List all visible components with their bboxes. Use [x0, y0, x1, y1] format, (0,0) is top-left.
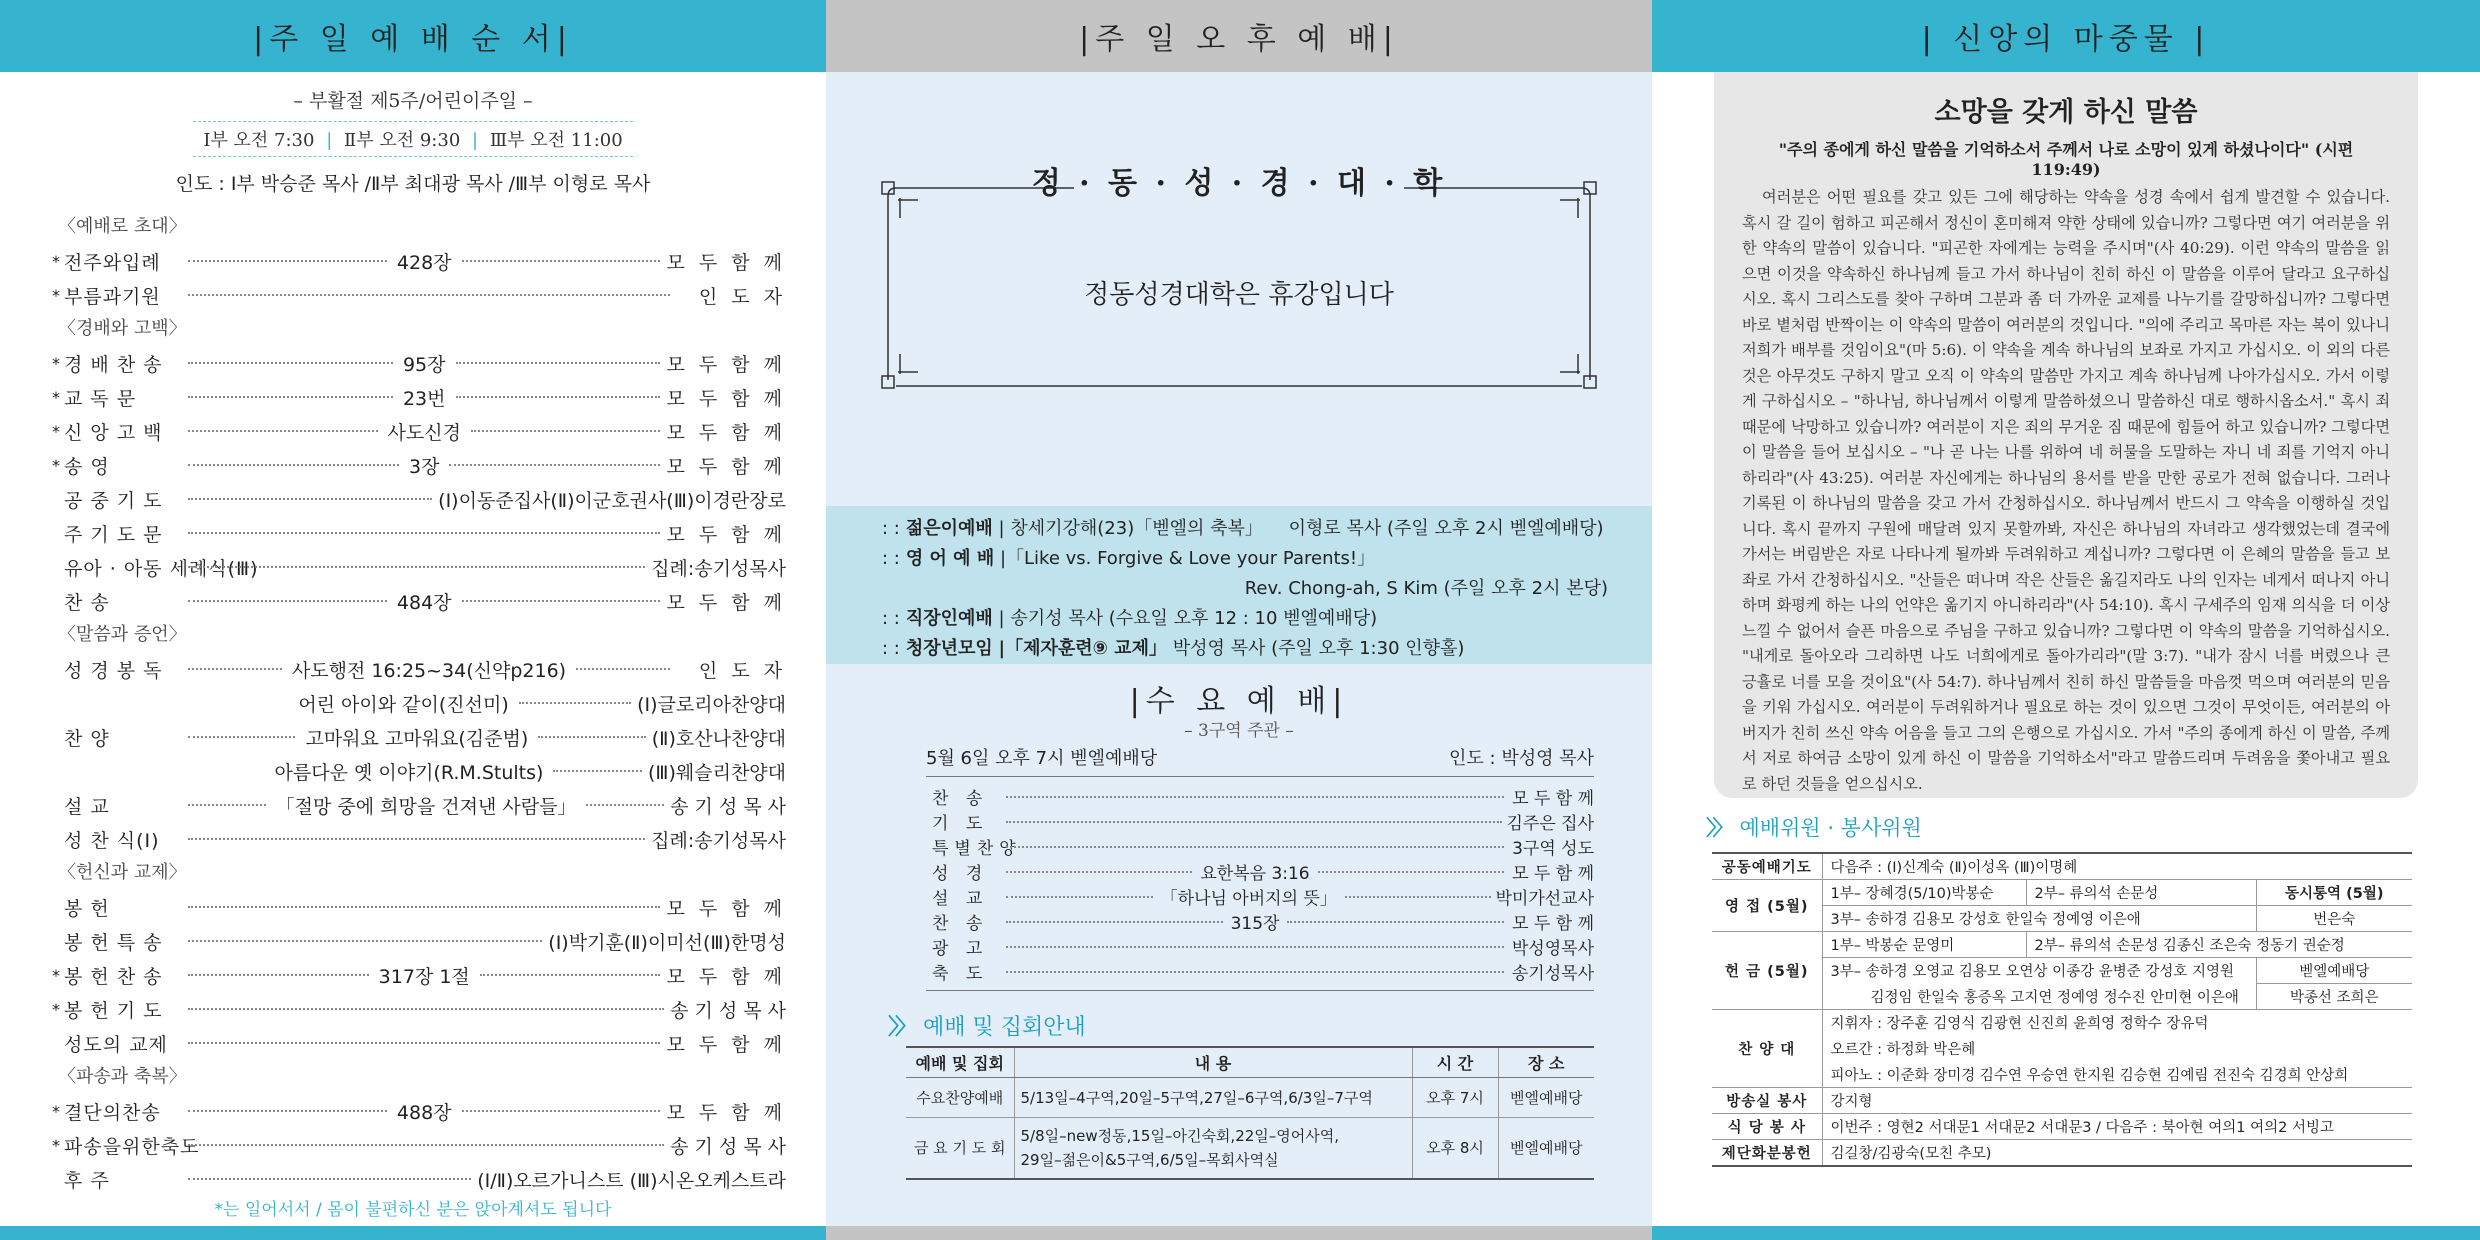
order-item-leader: 모 두 함 께 — [666, 1033, 786, 1056]
english-service-line: : : 영 어 예 배 |「Like vs. Forgive & Love your Parents!」 — [882, 548, 1376, 569]
english-service-sermon: |「Like vs. Forgive & Love your Parents!」 — [999, 548, 1376, 569]
order-item-label: 주 기 도 문 — [64, 523, 163, 546]
order-item-label: 성 경 봉 독 — [64, 659, 163, 682]
order-item — [64, 482, 786, 516]
order-item-label: 파송을위한축도 — [64, 1135, 200, 1158]
order-item — [64, 788, 786, 822]
table-cell: 김길창/김광숙(모친 추모) — [1822, 1140, 2412, 1167]
table-row — [906, 1117, 1594, 1179]
order-item-label: 찬 송 — [932, 789, 989, 809]
table-header-row — [906, 1047, 1594, 1077]
leader-dots — [188, 974, 369, 976]
order-item-label: 찬 송 — [64, 591, 110, 614]
table-cell: 금 요 기 도 회 — [906, 1117, 1014, 1179]
standing-mark: * — [52, 421, 60, 441]
table-cell: 공동예배기도 — [1712, 853, 1822, 880]
table-cell: 벧엘예배당 — [1498, 1077, 1594, 1117]
table-header: 시 간 — [1412, 1047, 1498, 1077]
leader-dots — [1287, 921, 1504, 923]
volunteers-table — [1712, 852, 2412, 1167]
order-item-leader: 모 두 함 께 — [1512, 914, 1594, 934]
bible-college-title: 정 · 동 · 성 · 경 · 대 · 학 — [1031, 166, 1447, 201]
order-section-heading: 〈경배와 고백〉 — [58, 318, 187, 339]
leader-dots — [188, 804, 266, 806]
table-cell: 피아노 : 이준화 장미경 김수연 우승연 한지원 김승현 김예림 전진숙 김경희 안상희 — [1822, 1062, 2412, 1088]
table-cell: 헌 금 (5월) — [1712, 932, 1822, 1010]
order-item-leader: 3구역 성도 — [1512, 839, 1594, 859]
order-item-detail: 317장 1절 — [378, 965, 470, 988]
leader-dots — [1006, 796, 1504, 798]
wednesday-order-item — [932, 959, 1594, 984]
order-item-leader: 김주은 집사 — [1506, 814, 1594, 834]
table-cell: 1부– 장혜경(5/10)박봉순 — [1822, 880, 2026, 906]
leader-dots — [456, 362, 661, 364]
table-cell: 김정임 한일숙 홍증옥 고지연 정예영 정수진 안미현 이은애 — [1822, 984, 2256, 1010]
leader-dots — [456, 396, 661, 398]
order-item-label: 광 고 — [932, 939, 989, 959]
leader-dots — [1345, 896, 1492, 898]
order-item — [52, 958, 786, 992]
table-cell: 벧엘예배당 — [1498, 1117, 1594, 1179]
order-item — [52, 414, 786, 448]
order-item-leader: 송 기 성 목 사 — [670, 795, 787, 818]
order-item-detail: 어린 아이와 같이(진선미) — [298, 693, 509, 716]
order-item-leader: 박미가선교사 — [1495, 889, 1595, 909]
order-item-leader: 모 두 함 께 — [666, 591, 787, 614]
devotion-header: | 신앙의 마중물 | — [1652, 0, 2480, 72]
table-cell: 제단화분봉헌 — [1712, 1140, 1822, 1167]
footer-bar — [826, 1226, 1652, 1240]
wednesday-order-list — [932, 784, 1594, 984]
afternoon-worship-header: |주 일 오 후 예 배| — [826, 0, 1652, 72]
order-item — [64, 822, 786, 856]
order-item-leader: (Ⅲ)웨슬리찬양대 — [647, 761, 787, 784]
order-item-detail: 484장 — [396, 591, 452, 614]
order-item-leader: 모 두 함 께 — [666, 965, 786, 988]
order-item-leader: 모 두 함 께 — [666, 251, 787, 274]
order-item — [64, 550, 786, 584]
leader-dots — [538, 736, 645, 738]
order-item — [52, 278, 786, 312]
leader-dots — [1006, 871, 1192, 873]
leader-dots — [188, 566, 645, 568]
order-item-label: 특별찬양 — [932, 839, 1022, 859]
leader-dots — [1006, 946, 1504, 948]
order-item — [64, 890, 786, 924]
leader-dots — [188, 1144, 664, 1146]
order-item-leader: 송기성목사 — [1511, 964, 1594, 984]
worker-service-detail: | 송기성 목사 (수요일 오후 12 : 10 벧엘예배당) — [998, 608, 1378, 629]
leader-dots — [188, 906, 660, 908]
english-service-detail: Rev. Chong-ah, S Kim (주일 오후 2시 본당) — [1244, 578, 1608, 599]
wednesday-service-leader: 인도 : 박성영 목사 — [1449, 748, 1594, 769]
order-item-label: 찬 양 — [64, 727, 110, 750]
double-arrow-icon: 〉〉 — [888, 1015, 914, 1040]
order-item-label: 전주와입례 — [64, 251, 161, 274]
order-item-leader: 송 기 성 목 사 — [670, 999, 786, 1022]
order-item-label: 봉 헌 — [64, 897, 110, 920]
order-item-label: 유아 · 아동 세례식(Ⅲ) — [64, 557, 259, 580]
adult-meeting-topic: |「제자훈련⑨ 교제」 — [998, 638, 1167, 659]
standing-mark: * — [52, 353, 60, 373]
order-item-label: 성도의 교제 — [64, 1033, 168, 1056]
youth-service-sermon: | 창세기강해(23)「벧엘의 축복」 — [998, 518, 1263, 539]
order-item-label: 부름과기원 — [64, 285, 161, 308]
table-cell: 2부– 류의석 손문성 김종신 조은숙 정동기 권순정 — [2026, 932, 2412, 958]
table-cell: 다음주 : (Ⅰ)신계숙 (Ⅱ)이성옥 (Ⅲ)이명혜 — [1822, 853, 2412, 880]
order-item-detail: 「절망 중에 희망을 건져낸 사람들」 — [275, 795, 577, 818]
leader-dots — [188, 532, 660, 534]
order-item-leader: (Ⅰ/Ⅱ)오르가니스트 (Ⅲ)시온오케스트라 — [477, 1169, 786, 1192]
table-cell: 5/8일–new정동,15일–아긴숙회,22일–영어사역, 29일–젊은이&5구역,6/5일–목회사역실 — [1014, 1117, 1412, 1179]
service-times — [0, 121, 826, 157]
table-row — [1712, 853, 2412, 880]
youth-service-line: : : 젊은이예배 | 창세기강해(23)「벧엘의 축복」 이형로 목사 (주일 오후 2시 벧엘예배당) — [882, 518, 1604, 539]
order-item-leader: 모 두 함 께 — [666, 523, 786, 546]
order-item-leader: (Ⅱ)호산나찬양대 — [651, 727, 787, 750]
wednesday-service-date: 5월 6일 오후 7시 벧엘예배당 — [926, 748, 1158, 769]
order-item-label: 기 도 — [932, 814, 989, 834]
order-item-detail: 3장 — [409, 455, 440, 478]
order-item-label: 봉 헌 찬 송 — [64, 965, 163, 988]
order-item-label: 설 교 — [64, 795, 110, 818]
worker-service-name: 직장인예배 — [905, 608, 993, 629]
order-item-label: 경 배 찬 송 — [64, 353, 163, 376]
order-item — [52, 244, 787, 278]
order-item — [52, 380, 787, 414]
wednesday-order-item — [932, 809, 1594, 834]
order-item-leader: 인 도 자 — [698, 285, 786, 308]
table-cell: 오후 7시 — [1412, 1077, 1498, 1117]
table-cell: 5/13일–4구역,20일–5구역,27일–6구역,6/3일–7구역 — [1014, 1077, 1412, 1117]
order-item-detail: 23번 — [402, 387, 446, 410]
double-arrow-icon: 〉〉 — [1706, 816, 1730, 840]
leader-dots — [519, 702, 631, 704]
order-section-heading: 〈헌신과 교제〉 — [58, 862, 187, 883]
table-cell: 영 접 (5월) — [1712, 880, 1822, 932]
table-row — [1712, 1140, 2412, 1167]
standing-mark: * — [52, 1101, 60, 1121]
wednesday-order-item — [932, 859, 1594, 884]
wednesday-order-item — [932, 834, 1594, 859]
worship-order-header: |주 일 예 배 순 서| — [0, 0, 826, 72]
order-item-label: 교 독 문 — [64, 387, 137, 410]
order-item — [52, 448, 786, 482]
leader-dots — [188, 430, 378, 432]
table-row — [1712, 1010, 2412, 1036]
table-cell: 강지형 — [1822, 1088, 2412, 1114]
service-time-3: Ⅲ부 오전 11:00 — [489, 130, 623, 151]
order-item-detail: 488장 — [396, 1101, 452, 1124]
wednesday-order-item — [932, 934, 1594, 959]
leader-dots — [480, 974, 661, 976]
standing-note: *는 일어서서 / 몸이 불편하신 분은 앉아계셔도 됩니다 — [214, 1200, 612, 1220]
table-row — [1712, 1114, 2412, 1140]
order-item — [52, 1128, 786, 1162]
devotion-panel — [1652, 0, 2480, 1240]
devotion-verse: "주의 종에게 하신 말씀을 기억하소서 주께서 나로 소망이 있게 하셨나이다" (시편 119:49) — [1778, 140, 2354, 179]
table-cell: 번은숙 — [2256, 906, 2412, 932]
table-cell: 방송실 봉사 — [1712, 1088, 1822, 1114]
order-item — [64, 1026, 786, 1060]
order-list — [52, 210, 787, 1196]
leader-dots — [188, 600, 387, 602]
order-item-detail: 사도신경 — [387, 421, 461, 444]
leader-dots — [462, 260, 661, 262]
leader-dots — [188, 736, 295, 738]
table-cell: 식 당 봉 사 — [1712, 1114, 1822, 1140]
table-cell: 3부– 송하경 김용모 강성호 한일숙 정예영 이은애 — [1822, 906, 2256, 932]
footer-bar — [1652, 1226, 2480, 1240]
table-row — [1712, 932, 2412, 958]
order-item-label: 봉 헌 기 도 — [64, 999, 163, 1022]
leader-dots — [188, 940, 542, 942]
table-cell: 찬 양 대 — [1712, 1010, 1822, 1088]
english-service-name: 영 어 예 배 — [905, 548, 995, 569]
order-item-leader: (Ⅰ)글로리아찬양대 — [637, 693, 786, 716]
service-leaders: 인도 : Ⅰ부 박승준 목사 /Ⅱ부 최대광 목사 /Ⅲ부 이형로 목사 — [175, 173, 651, 195]
standing-mark: * — [52, 251, 60, 271]
leader-dots — [1006, 821, 1502, 823]
wednesday-service-info — [926, 744, 1594, 777]
leader-dots — [1006, 846, 1504, 848]
order-item-label: 찬 송 — [932, 914, 989, 934]
order-item — [52, 346, 787, 380]
standing-mark: * — [52, 455, 60, 475]
table-row — [1712, 1088, 2412, 1114]
leader-dots — [586, 804, 664, 806]
leader-dots — [188, 668, 282, 670]
divider — [926, 990, 1594, 991]
leader-dots — [576, 668, 670, 670]
leader-dots — [449, 464, 660, 466]
order-item-detail: 315장 — [1230, 914, 1280, 934]
order-item-leader: 집례:송기성목사 — [651, 557, 786, 580]
service-time-1: Ⅰ부 오전 7:30 — [203, 130, 315, 151]
adult-meeting-line: : : 청장년모임 |「제자훈련⑨ 교제」 박성영 목사 (주일 오후 1:30 인향홀) — [882, 638, 1465, 659]
table-cell: 오르간 : 하정화 박은혜 — [1830, 1042, 1976, 1058]
service-time-2: Ⅱ부 오전 9:30 — [344, 130, 461, 151]
afternoon-worship-panel — [826, 0, 1652, 1240]
order-item — [64, 686, 786, 720]
table-cell: 박종선 조희은 — [2256, 984, 2412, 1010]
leader-dots — [188, 1042, 660, 1044]
leader-dots — [188, 1110, 387, 1112]
order-item — [64, 652, 786, 686]
volunteers-title: 〉〉 예배위원 · 봉사위원 — [1706, 816, 1922, 840]
gathering-schedule-table — [906, 1046, 1594, 1180]
leader-dots — [188, 1178, 471, 1180]
standing-mark: * — [52, 387, 60, 407]
order-item-label: 설 교 — [932, 889, 989, 909]
order-item — [64, 1162, 786, 1196]
order-item — [52, 1094, 787, 1128]
order-item-leader: 모 두 함 께 — [666, 897, 786, 920]
table-row — [906, 1077, 1594, 1117]
leader-dots — [1006, 971, 1504, 973]
order-item — [64, 754, 786, 788]
table-header: 장 소 — [1498, 1047, 1594, 1077]
order-item-detail: 고마워요 고마워요(김준범) — [305, 727, 529, 750]
table-cell: 3부– 송하경 오영교 김용모 오연상 이종강 윤병준 강성호 지영원 — [1830, 964, 2235, 981]
order-item-detail: 428장 — [396, 251, 452, 274]
table-cell: 동시통역 (5월) — [2256, 880, 2412, 906]
order-item-leader: 모 두 함 께 — [1512, 864, 1594, 884]
leader-dots — [462, 1110, 661, 1112]
leader-dots — [188, 362, 393, 364]
order-item — [64, 924, 786, 958]
order-item-leader: 모 두 함 께 — [666, 353, 787, 376]
adult-meeting-detail: 박성영 목사 (주일 오후 1:30 인향홀) — [1172, 638, 1465, 659]
standing-mark: * — [52, 1135, 60, 1155]
order-item-leader: 송 기 성 목 사 — [670, 1135, 786, 1158]
wednesday-order-item — [932, 909, 1594, 934]
order-item-detail: 사도행전 16:25~34(신약p216) — [291, 659, 567, 682]
order-item — [64, 720, 786, 754]
bible-college-notice: 정동성경대학은 휴강입니다 — [1084, 280, 1394, 310]
order-item-leader: 박성영목사 — [1511, 939, 1594, 959]
order-item-label: 축 도 — [932, 964, 989, 984]
order-section-heading: 〈말씀과 증언〉 — [58, 624, 187, 645]
wednesday-order-item — [932, 884, 1594, 909]
worship-order-panel — [0, 0, 826, 1240]
leader-dots — [188, 838, 645, 840]
table-cell: 2부– 류의석 손문성 — [2026, 880, 2256, 906]
leader-dots — [1318, 871, 1504, 873]
table-cell: 지휘자 : 장주훈 김영식 김광현 신진희 윤희영 정학수 장유덕 — [1830, 1016, 2209, 1033]
afternoon-services-band — [826, 506, 1652, 664]
order-item-leader: 모 두 함 께 — [666, 387, 787, 410]
leader-dots — [188, 498, 432, 500]
leader-dots — [553, 770, 642, 772]
order-item — [52, 992, 786, 1026]
leader-dots — [188, 464, 399, 466]
table-cell: 1부– 박봉순 문영미 — [1822, 932, 2026, 958]
table-header: 예배 및 집회 — [906, 1047, 1014, 1077]
footer-bar — [0, 1226, 826, 1240]
order-item-label: 공 중 기 도 — [64, 489, 163, 512]
order-item-label: 후 주 — [64, 1169, 110, 1192]
order-item-detail: 요한복음 3:16 — [1200, 864, 1310, 884]
order-item-label: 결단의찬송 — [64, 1101, 161, 1124]
order-item-label: 성 경 — [932, 864, 989, 884]
worship-subtitle: – 부활절 제5주/어린이주일 – — [293, 90, 533, 112]
bible-college-frame — [878, 158, 1600, 394]
leader-dots — [188, 260, 387, 262]
order-item-detail: 95장 — [402, 353, 446, 376]
devotion-title: 소망을 갖게 하신 말씀 — [1934, 97, 2198, 128]
youth-service-detail: 이형로 목사 (주일 오후 2시 벧엘예배당) — [1288, 518, 1604, 539]
order-item-detail: 아름다운 옛 이야기(R.M.Stults) — [274, 761, 544, 784]
standing-mark: * — [52, 285, 60, 305]
youth-service-name: 젊은이예배 — [905, 518, 993, 539]
order-item-label: 성 찬 식(Ⅰ) — [64, 829, 160, 852]
order-item-label: 신 앙 고 백 — [64, 421, 163, 444]
leader-dots — [188, 396, 393, 398]
order-item-leader: 모 두 함 께 — [1512, 789, 1594, 809]
order-item-leader: (Ⅰ)이동준집사(Ⅱ)이군호권사(Ⅲ)이경란장로 — [438, 489, 786, 512]
adult-meeting-name: 청장년모임 — [905, 638, 993, 659]
worker-service-line: : : 직장인예배 | 송기성 목사 (수요일 오후 12 : 10 벧엘예배당) — [882, 608, 1378, 629]
standing-mark: * — [52, 999, 60, 1019]
leader-dots — [1006, 896, 1153, 898]
leader-dots — [188, 1008, 664, 1010]
gathering-guide-title: 〉〉 예배 및 집회안내 — [888, 1015, 1086, 1040]
leader-dots — [471, 430, 661, 432]
table-header: 내 용 — [1014, 1047, 1412, 1077]
table-cell: 벧엘예배당 — [2256, 958, 2412, 984]
table-row — [1712, 880, 2412, 906]
devotion-body: 여러분은 어떤 필요를 갖고 있든 그에 해당하는 약속을 성경 속에서 쉽게 발견할 수 있습니다. 혹시 갈 길이 험하고 피곤해서 정신이 혼미해져 약한 상태에 있습니까? 그렇다면 여기 여러분을 위한 약속의 말씀이 있습니다. "피곤한 자에게는 능력을 주시며"(사 40:29). 이런 약속의 말씀을 읽으면 이것을 약속하신 하나님께 들고 가서 하나님이 친히 하신 이 말씀을 이루어 달라고 요구하십시오. 혹시 그리스도를 찾아 구하며 그분과 좀 더 가까운 교제를 나누기를 갈망하십니까? 그렇다면 바로 볕처럼 반짝이는 이 약속의 말씀이 여러분의 것입니다. "의에 주리고 목마른 자는 복이 있나니 저희가 배부를 것임이요"(마 5:6). 이 약속을 계속 하나님의 보좌로 가지고 가십시오. 이 외의 다른 것은 아무것도 구하지 말고 오직 이 약속의 말씀만 가지고 계속 하나님께 나아가십시오. 가서 이렇게 구하십시오 – "하나님, 하나님께서 이렇게 말씀하셨으니 말씀하신 대로 행하시옵소서." 혹시 죄 때문에 낙망하고 있습니까? 여러분이 지은 죄의 무거운 짐 때문에 힘들어 하고 있습니까? 그렇다면 이 말씀을 들어 보십시오 – "나 곧 나는 나를 위하여 네 허물을 도말하는 자니 네 죄를 기억지 아니하리라"(사 43:25). 여러분 자신에게는 하나님의 용서를 받을 만한 공로가 전혀 없습니다. 그러나 기록된 이 하나님의 말씀을 갖고 가서 간청하십시오. 하나님께서 반드시 그 약속을 이행하실 것입니다. 혹시 끝까지 구원에 매달려 있지 못할까봐, 자신은 하나님의 자녀라고 생각했었는데 결국에 가서는 버림받은 자로 나타나게 될까봐 두려워하고 계십니까? 그렇다면 이 은혜의 말씀을 들고 보좌로 가서 간청하십시오. "산들은 떠나며 작은 산들은 옮길지라도 나의 인자는 네게서 떠나지 아니하며 화평케 하는 나의 언약은 옮기지 아니하리라"(사 54:10). 혹시 구세주의 임재 의식을 더 이상 느낄 수 없어서 슬픈 마음으로 주님을 구하고 있습니까? 그렇다면 이 약속의 말씀을 기억하십시오. "내게로 돌아오라 그리하면 나도 너희에게로 돌아가리라"(말 3:7). "내가 잠시 너를 버렸으나 큰 긍휼로 너를 모을 것이요"(사 54:7). 하나님께서 친히 하신 말씀들을 마음껏 먹으며 여러분의 믿음을 키워 가십시오. 여러분이 두려워하거나 필요로 하는 것이 있으면 그것이 무엇이든, 여러분의 아버지가 친히 쓰신 약속 어음을 들고 그의 은행으로 가십시오. 가서 "주의 종에게 하신 이 말씀, 주께서 저로 하여금 소망이 있게 하신 이 말씀을 기억하소서"라고 말씀드리며 두려움을 쫓아내고 필요로 하던 것들을 얻으십시오. — [1742, 188, 2390, 793]
order-item-leader: 모 두 함 께 — [666, 455, 786, 478]
order-item-leader: 모 두 함 께 — [666, 421, 786, 444]
wednesday-service-title: |수 요 예 배| — [1129, 684, 1349, 719]
time-separator: | — [472, 130, 479, 151]
order-item-leader: (Ⅰ)박기훈(Ⅱ)이미선(Ⅲ)한명성 — [548, 931, 786, 954]
time-separator: | — [326, 130, 333, 151]
order-section-heading: 〈예배로 초대〉 — [58, 216, 187, 237]
leader-dots — [1006, 921, 1223, 923]
order-item-leader: 인 도 자 — [698, 659, 787, 682]
table-cell: 오후 8시 — [1412, 1117, 1498, 1179]
wednesday-order-item — [932, 784, 1594, 809]
order-item-label: 송 영 — [64, 455, 110, 478]
standing-mark: * — [52, 965, 60, 985]
wednesday-service-host: – 3구역 주관 – — [1184, 721, 1294, 741]
order-item — [64, 584, 786, 618]
order-item-leader: 모 두 함 께 — [666, 1101, 787, 1124]
leader-dots — [462, 600, 661, 602]
order-section-heading: 〈파송과 축복〉 — [58, 1066, 187, 1087]
devotion-box — [1714, 72, 2418, 798]
order-item — [64, 516, 786, 550]
table-cell: 이번주 : 영현2 서대문1 서대문2 서대문3 / 다음주 : 북아현 여의1 여의2 서빙고 — [1822, 1114, 2412, 1140]
order-item-detail: 「하나님 아버지의 뜻」 — [1160, 889, 1337, 909]
order-item-label: 봉 헌 특 송 — [64, 931, 163, 954]
leader-dots — [188, 294, 670, 296]
order-item-leader: 집례:송기성목사 — [651, 829, 786, 852]
table-cell: 수요찬양예배 — [906, 1077, 1014, 1117]
